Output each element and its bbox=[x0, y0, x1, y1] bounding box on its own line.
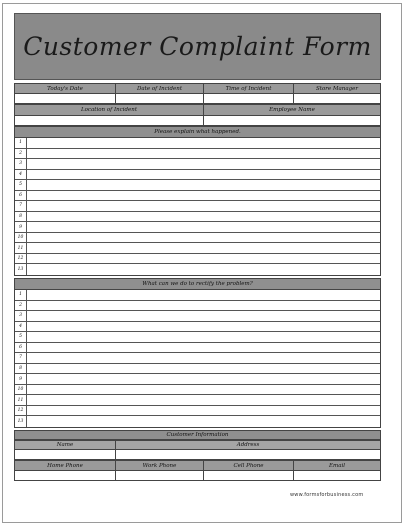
line-number: 6 bbox=[15, 343, 27, 353]
writing-line[interactable] bbox=[15, 343, 380, 354]
line-input-area[interactable] bbox=[27, 264, 380, 275]
form-title: Customer Complaint Form bbox=[23, 32, 372, 61]
writing-line[interactable] bbox=[15, 311, 380, 322]
customer-info-title: Customer Information bbox=[166, 432, 229, 438]
section-explain-title: Please explain what happened. bbox=[154, 129, 241, 135]
line-input-area[interactable] bbox=[27, 159, 380, 169]
line-number: 11 bbox=[15, 243, 27, 253]
line-number: 6 bbox=[15, 191, 27, 201]
line-input-area[interactable] bbox=[27, 332, 380, 342]
line-input-area[interactable] bbox=[27, 191, 380, 201]
line-input-area[interactable] bbox=[27, 395, 380, 405]
line-number: 10 bbox=[15, 385, 27, 395]
section-rectify-lines bbox=[14, 290, 381, 428]
label-work-phone: Work Phone bbox=[116, 461, 204, 470]
home-phone-field[interactable] bbox=[15, 471, 116, 480]
line-number: 5 bbox=[15, 332, 27, 342]
writing-line[interactable] bbox=[15, 191, 380, 202]
writing-line[interactable] bbox=[15, 233, 380, 244]
line-input-area[interactable] bbox=[27, 180, 380, 190]
customer-row-2 bbox=[14, 460, 381, 471]
writing-line[interactable] bbox=[15, 138, 380, 149]
line-number: 3 bbox=[15, 311, 27, 321]
line-input-area[interactable] bbox=[27, 170, 380, 180]
label-employee-name: Employee Name bbox=[269, 107, 315, 113]
customer-row-1-inputs bbox=[14, 450, 381, 460]
writing-line[interactable] bbox=[15, 180, 380, 191]
line-input-area[interactable] bbox=[27, 353, 380, 363]
line-input-area[interactable] bbox=[27, 301, 380, 311]
writing-line[interactable] bbox=[15, 264, 380, 275]
line-number: 4 bbox=[15, 322, 27, 332]
label-address: Address bbox=[236, 442, 260, 448]
writing-line[interactable] bbox=[15, 254, 380, 265]
writing-line[interactable] bbox=[15, 159, 380, 170]
line-number: 9 bbox=[15, 374, 27, 384]
line-number: 3 bbox=[15, 159, 27, 169]
header-row-2 bbox=[14, 104, 381, 116]
line-input-area[interactable] bbox=[27, 290, 380, 300]
label-home-phone: Home Phone bbox=[15, 461, 116, 470]
writing-line[interactable] bbox=[15, 222, 380, 233]
writing-line[interactable] bbox=[15, 406, 380, 417]
writing-line[interactable] bbox=[15, 416, 380, 427]
customer-row-2-inputs bbox=[14, 471, 381, 481]
line-input-area[interactable] bbox=[27, 243, 380, 253]
line-input-area[interactable] bbox=[27, 374, 380, 384]
customer-row-1 bbox=[14, 440, 381, 450]
writing-line[interactable] bbox=[15, 385, 380, 396]
todays-date-field[interactable] bbox=[15, 94, 116, 103]
writing-line[interactable] bbox=[15, 332, 380, 343]
footer-website: www.formsforbusiness.com bbox=[290, 492, 364, 498]
line-number: 4 bbox=[15, 170, 27, 180]
work-phone-field[interactable] bbox=[116, 471, 204, 480]
writing-line[interactable] bbox=[15, 364, 380, 375]
section-rectify-title: What can we do to rectify the problem? bbox=[142, 281, 253, 287]
writing-line[interactable] bbox=[15, 201, 380, 212]
line-number: 13 bbox=[15, 264, 27, 275]
line-input-area[interactable] bbox=[27, 322, 380, 332]
line-number: 13 bbox=[15, 416, 27, 427]
label-location-of-incident: Location of Incident bbox=[15, 105, 204, 115]
line-number: 11 bbox=[15, 395, 27, 405]
writing-line[interactable] bbox=[15, 395, 380, 406]
line-number: 2 bbox=[15, 301, 27, 311]
date-of-incident-field[interactable] bbox=[116, 94, 204, 103]
label-todays-date: Today's Date bbox=[15, 84, 116, 93]
line-number: 8 bbox=[15, 364, 27, 374]
line-input-area[interactable] bbox=[27, 385, 380, 395]
employee-name-field[interactable] bbox=[204, 116, 380, 125]
line-input-area[interactable] bbox=[27, 138, 380, 148]
writing-line[interactable] bbox=[15, 353, 380, 364]
line-input-area[interactable] bbox=[27, 343, 380, 353]
line-input-area[interactable] bbox=[27, 254, 380, 264]
address-field[interactable] bbox=[116, 450, 380, 459]
line-number: 2 bbox=[15, 149, 27, 159]
line-input-area[interactable] bbox=[27, 149, 380, 159]
customer-info-header bbox=[14, 430, 381, 440]
form-title-banner bbox=[14, 13, 381, 80]
label-time-of-incident: Time of Incident bbox=[204, 84, 294, 93]
line-number: 12 bbox=[15, 406, 27, 416]
time-of-incident-field[interactable] bbox=[204, 94, 294, 103]
line-number: 7 bbox=[15, 353, 27, 363]
line-number: 9 bbox=[15, 222, 27, 232]
header-row-2-inputs bbox=[14, 116, 381, 126]
line-number: 8 bbox=[15, 212, 27, 222]
header-row-1 bbox=[14, 83, 381, 94]
line-number: 1 bbox=[15, 138, 27, 148]
writing-line[interactable] bbox=[15, 301, 380, 312]
label-cell-phone: Cell Phone bbox=[204, 461, 294, 470]
email-field[interactable] bbox=[294, 471, 380, 480]
store-manager-field[interactable] bbox=[294, 94, 380, 103]
writing-line[interactable] bbox=[15, 290, 380, 301]
label-name: Name bbox=[15, 441, 116, 449]
section-explain-header bbox=[14, 126, 381, 138]
line-input-area[interactable] bbox=[27, 364, 380, 374]
line-number: 7 bbox=[15, 201, 27, 211]
writing-line[interactable] bbox=[15, 322, 380, 333]
writing-line[interactable] bbox=[15, 170, 380, 181]
writing-line[interactable] bbox=[15, 212, 380, 223]
line-input-area[interactable] bbox=[27, 222, 380, 232]
line-number: 5 bbox=[15, 180, 27, 190]
line-number: 10 bbox=[15, 233, 27, 243]
line-number: 12 bbox=[15, 254, 27, 264]
location-of-incident-field[interactable] bbox=[15, 116, 204, 125]
line-input-area[interactable] bbox=[27, 416, 380, 427]
header-row-1-inputs bbox=[14, 94, 381, 104]
line-input-area[interactable] bbox=[27, 311, 380, 321]
line-number: 1 bbox=[15, 290, 27, 300]
section-rectify-header bbox=[14, 278, 381, 290]
writing-line[interactable] bbox=[15, 374, 380, 385]
label-email: Email bbox=[328, 462, 346, 469]
line-input-area[interactable] bbox=[27, 212, 380, 222]
line-input-area[interactable] bbox=[27, 201, 380, 211]
line-input-area[interactable] bbox=[27, 233, 380, 243]
label-date-of-incident: Date of Incident bbox=[116, 84, 204, 93]
name-field[interactable] bbox=[15, 450, 116, 459]
cell-phone-field[interactable] bbox=[204, 471, 294, 480]
writing-line[interactable] bbox=[15, 243, 380, 254]
section-explain-lines bbox=[14, 138, 381, 276]
line-input-area[interactable] bbox=[27, 406, 380, 416]
writing-line[interactable] bbox=[15, 149, 380, 160]
label-store-manager: Store Manager bbox=[315, 85, 359, 92]
